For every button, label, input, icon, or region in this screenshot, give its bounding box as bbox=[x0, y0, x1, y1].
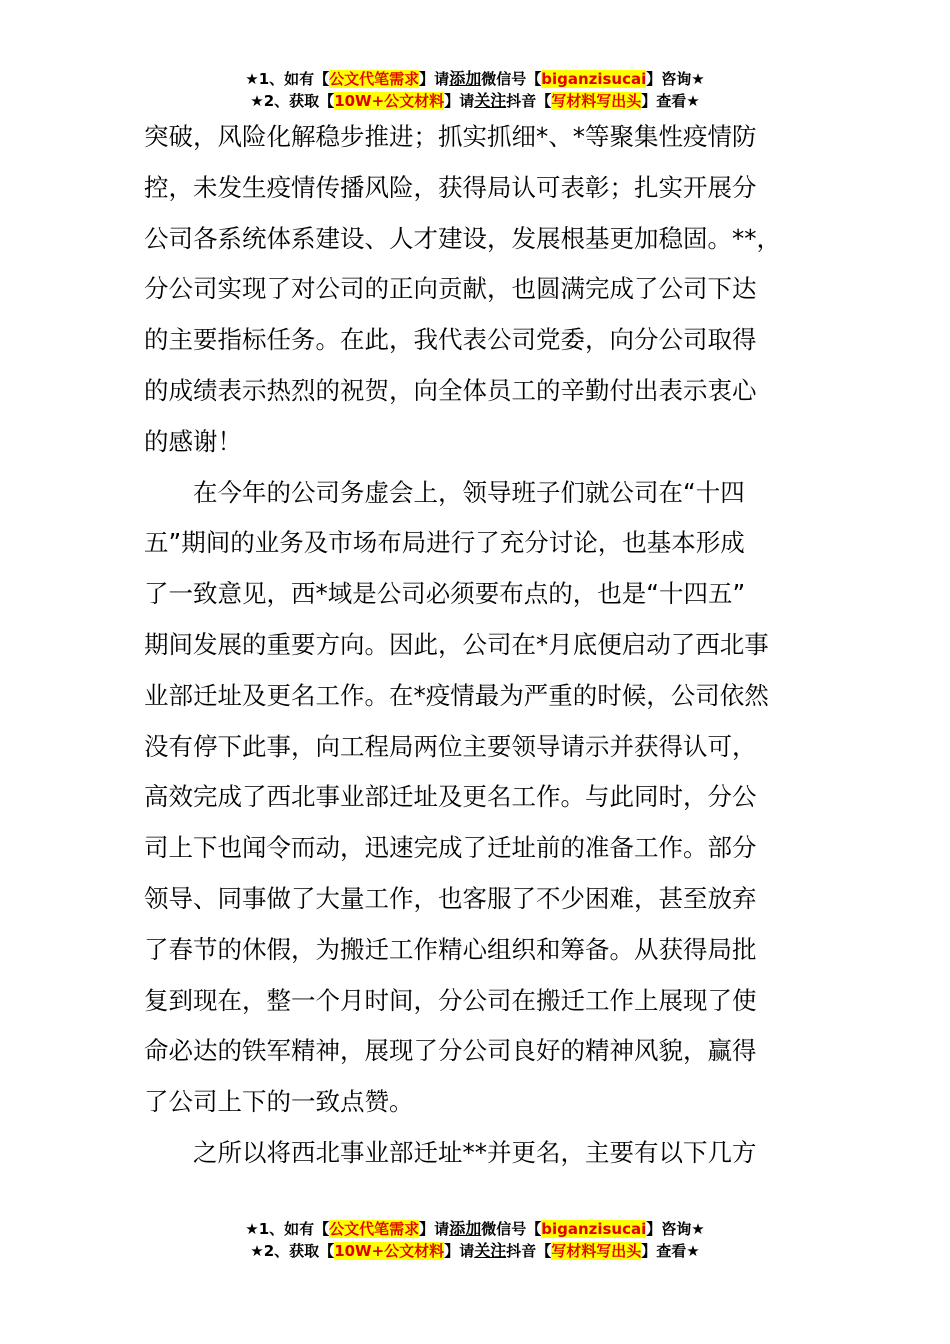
highlight-wechat-id: biganzisucai bbox=[541, 70, 647, 88]
highlight-wechat-id: biganzisucai bbox=[541, 1220, 647, 1238]
text-line: 的成绩表示热烈的祝贺，向全体员工的辛勤付出表示衷心 bbox=[144, 375, 757, 405]
text-line: 突破，风险化解稳步推进；抓实抓细*、*等聚集性疫情防 bbox=[144, 122, 757, 151]
text-line: 之所以将西北事业部迁址**并更名，主要有以下几方 bbox=[144, 1137, 757, 1167]
document-body bbox=[144, 112, 814, 1179]
text-line: 了一致意见，西*域是公司必须要布点的，也是“十四五” bbox=[144, 579, 746, 609]
text-line: 复到现在，整一个月时间，分公司在搬迁工作上展现了使 bbox=[144, 985, 757, 1015]
text-line: 的感谢！ bbox=[144, 426, 242, 456]
highlight-douyin: 写材料写出头 bbox=[551, 1242, 642, 1260]
highlight-materials: 10W+公文材料 bbox=[334, 92, 445, 110]
highlight-douyin: 写材料写出头 bbox=[551, 92, 642, 110]
highlight-service: 公文代笔需求 bbox=[329, 1220, 420, 1238]
text-line: 五”期间的业务及市场布局进行了充分讨论，也基本形成 bbox=[144, 528, 745, 558]
highlight-materials: 10W+公文材料 bbox=[334, 1242, 445, 1260]
text-line: 的主要指标任务。在此，我代表公司党委，向分公司取得 bbox=[144, 325, 757, 355]
text-line: 没有停下此事，向工程局两位主要领导请示并获得认可， bbox=[144, 731, 757, 761]
text-line: 了春节的休假，为搬迁工作精心组织和筹备。从获得局批 bbox=[144, 934, 757, 964]
text-line: 高效完成了西北事业部迁址及更名工作。与此同时，分公 bbox=[144, 782, 757, 812]
text-line: 公司各系统体系建设、人才建设，发展根基更加稳固。**， bbox=[144, 223, 781, 253]
text-line: 分公司实现了对公司的正向贡献，也圆满完成了公司下达 bbox=[144, 274, 757, 304]
text-line: 控，未发生疫情传播风险，获得局认可表彰；扎实开展分 bbox=[144, 172, 757, 202]
text-line: 命必达的铁军精神，展现了分公司良好的精神风貌，赢得 bbox=[144, 1036, 757, 1066]
text-line: 业部迁址及更名工作。在*疫情最为严重的时候，公司依然 bbox=[144, 680, 769, 710]
text-line: 司上下也闻令而动，迅速完成了迁址前的准备工作。部分 bbox=[144, 833, 757, 863]
banner-line-1: ★1、如有【公文代笔需求】请添加微信号【biganzisucai】咨询★ bbox=[245, 69, 705, 88]
banner-line-2: ★2、获取【10W+公文材料】请关注抖音【写材料写出头】查看★ bbox=[250, 1241, 700, 1260]
header-banner bbox=[0, 68, 950, 112]
text-line: 了公司上下的一致点赞。 bbox=[144, 1087, 414, 1117]
highlight-service: 公文代笔需求 bbox=[329, 70, 420, 88]
text-line: 领导、同事做了大量工作，也客服了不少困难，甚至放弃 bbox=[144, 883, 757, 913]
footer-banner bbox=[0, 1218, 950, 1262]
text-line: 期间发展的重要方向。因此，公司在*月底便启动了西北事 bbox=[144, 629, 769, 659]
banner-line-2: ★2、获取【10W+公文材料】请关注抖音【写材料写出头】查看★ bbox=[250, 91, 700, 110]
text-line: 在今年的公司务虚会上，领导班子们就公司在“十四 bbox=[144, 477, 745, 507]
banner-line-1: ★1、如有【公文代笔需求】请添加微信号【biganzisucai】咨询★ bbox=[245, 1219, 705, 1238]
